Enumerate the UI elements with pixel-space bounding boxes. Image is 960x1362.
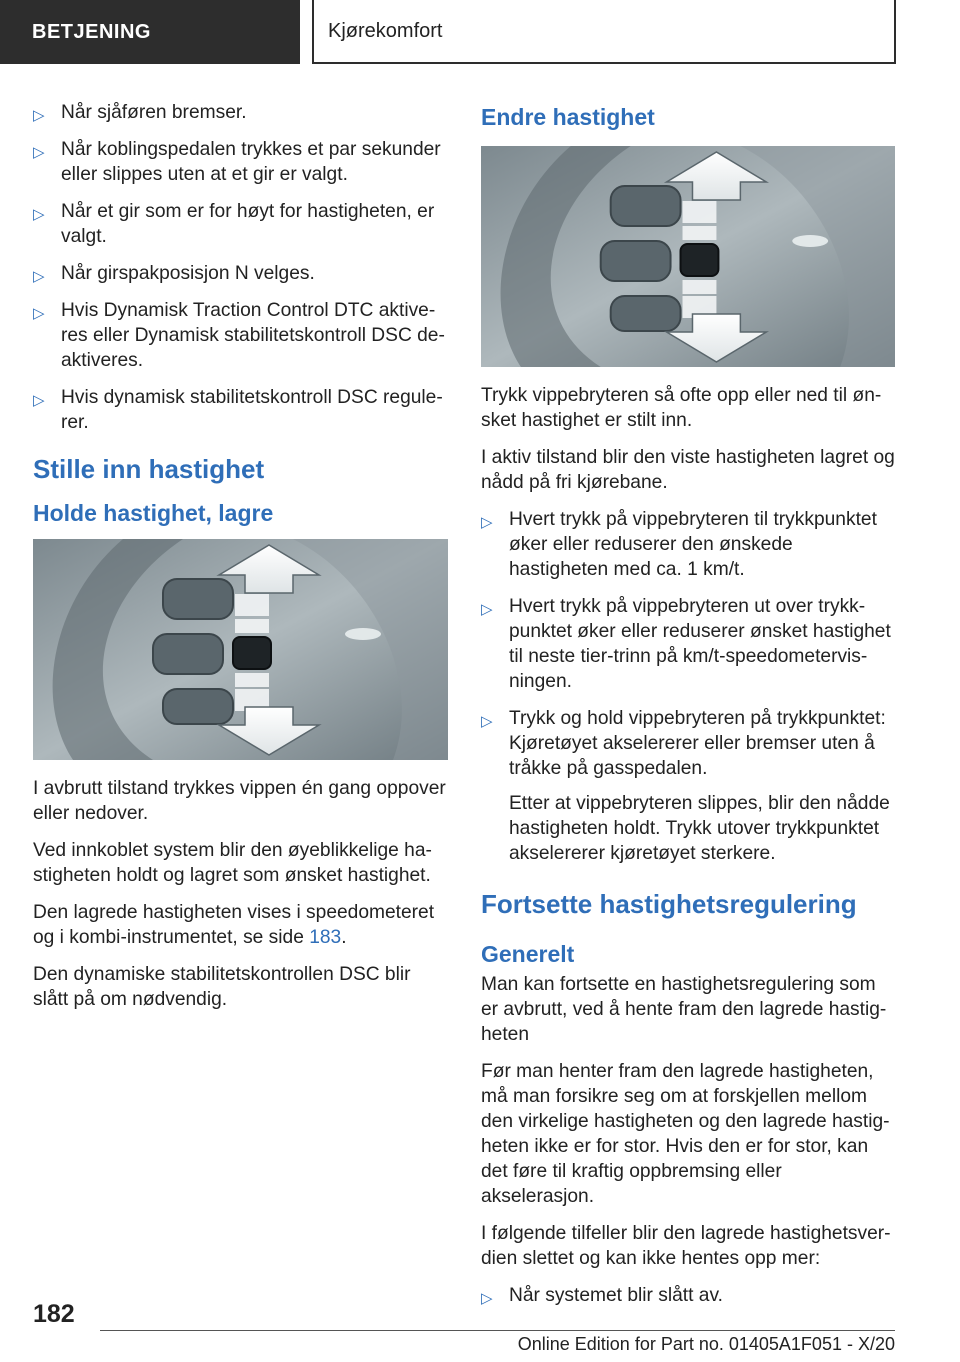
paragraph-resume: Man kan fortsette en hastighetsregulering som er avbrutt, ved å hente fram den lagrede hastigheten (481, 974, 887, 1045)
bullet-continuation: Etter at vippebryteren slippes, blir den nådde hastigheten holdt. Trykk utover trykkpunktet akselererer kjøretøyet sterkere. (509, 793, 890, 864)
page-number: 182 (33, 1300, 75, 1328)
steering-wheel-rocker-switch-image (481, 146, 895, 367)
triangle-bullet-icon: ▷ (33, 305, 45, 322)
triangle-bullet-icon: ▷ (33, 392, 45, 409)
right-column (481, 100, 895, 1320)
header-chapter-label: Kjørekomfort (312, 0, 896, 64)
triangle-bullet-icon: ▷ (481, 514, 493, 531)
paragraph-press-rocker: Trykk vippebryteren så ofte opp eller ned til ønsket hastighet er stilt inn. (481, 385, 882, 431)
triangle-bullet-icon: ▷ (33, 206, 45, 223)
list-item: ▷ Hvis dynamisk stabilitetskontroll DSC regulerer. (33, 387, 443, 433)
paragraph-deleted-cases: I følgende tilfeller blir den lagrede hastighetsverdien slettet og kan ikke hentes opp mer: (481, 1223, 891, 1269)
triangle-bullet-icon: ▷ (481, 601, 493, 618)
list-item: ▷ Hvis Dynamisk Traction Control DTC aktiveres eller Dynamisk stabilitetskontroll DSC deaktiveres. (33, 300, 445, 371)
bullet-list-cancel-conditions (33, 100, 448, 435)
paragraph-before-resume: Før man henter fram den lagrede hastigheten, må man forsikre seg om at forskjellen mellom den virkelige hastigheten og den lagrede hastigheten ikke er for stor. Hvis den er for stor, kan det føre til kraftig oppbremsing eller akselerasjon. (481, 1061, 890, 1207)
triangle-bullet-icon: ▷ (481, 713, 493, 730)
heading-set-speed: Stille inn hastighet (33, 454, 265, 484)
triangle-bullet-icon: ▷ (33, 107, 45, 124)
heading-resume-cruise: Fortsette hastighetsregulering (481, 889, 857, 919)
list-item: ▷ Trykk og hold vippebryteren på trykkpunktet: Kjøretøyet akselererer eller bremser uten å tråkke på gasspedalen. Etter at vippebryteren slippes, blir den nådde hastigheten holdt. Trykk utover trykkpunktet akselererer kjøretøyet sterkere. (481, 706, 895, 866)
list-item: ▷ Når systemet blir slått av. (481, 1283, 895, 1308)
footer-edition: Online Edition for Part no. 01405A1F051 - X/20 (517, 1334, 895, 1354)
page-reference-link[interactable]: 183 (309, 927, 342, 948)
triangle-bullet-icon: ▷ (33, 144, 45, 161)
subheading-general: Generelt (481, 941, 575, 967)
steering-wheel-rocker-switch-image (33, 539, 448, 760)
heading-change-speed: Endre hastighet (481, 104, 655, 130)
bullet-list-deleted (481, 1283, 895, 1308)
list-item: ▷ Hvert trykk på vippebryteren ut over trykkpunktet øker eller reduserer ønsket hastighet til neste tier-trinn på km/t-speedometervisningen. (481, 596, 891, 692)
paragraph-stored-speed: Den lagrede hastigheten vises i speedometeret og i kombi-instrumentet, se side 183. (33, 902, 435, 948)
left-column (33, 100, 448, 1024)
paragraph-interrupted-state: I avbrutt tilstand trykkes vippen én gang oppover eller nedover. (33, 778, 446, 824)
header-section-label: BETJENING (0, 0, 300, 64)
bullet-list-change-speed (481, 507, 895, 866)
list-item: ▷ Når sjåføren bremser. (33, 100, 448, 125)
list-item: ▷ Når et gir som er for høyt for hastigheten, er valgt. (33, 201, 435, 247)
list-item: ▷ Når koblingspedalen trykkes et par sekunder eller slippes uten at et gir er valgt. (33, 139, 441, 185)
paragraph-engaged-system: Ved innkoblet system blir den øyeblikkelige hastigheten holdt og lagret som ønsket hastighet. (33, 840, 432, 886)
paragraph-dsc: Den dynamiske stabilitetskontrollen DSC blir slått på om nødvendig. (33, 964, 411, 1010)
subheading-hold-speed: Holde hastighet, lagre (33, 500, 274, 526)
footer-divider (100, 1330, 895, 1331)
triangle-bullet-icon: ▷ (481, 1290, 493, 1307)
list-item: ▷ Når girspakposisjon N velges. (33, 261, 448, 286)
paragraph-active-state: I aktiv tilstand blir den viste hastigheten lagret og nådd på fri kjørebane. (481, 447, 895, 493)
list-item: ▷ Hvert trykk på vippebryteren til trykkpunktet øker eller reduserer den ønskede hastigheten med ca. 1 km/t. (481, 509, 877, 580)
triangle-bullet-icon: ▷ (33, 268, 45, 285)
